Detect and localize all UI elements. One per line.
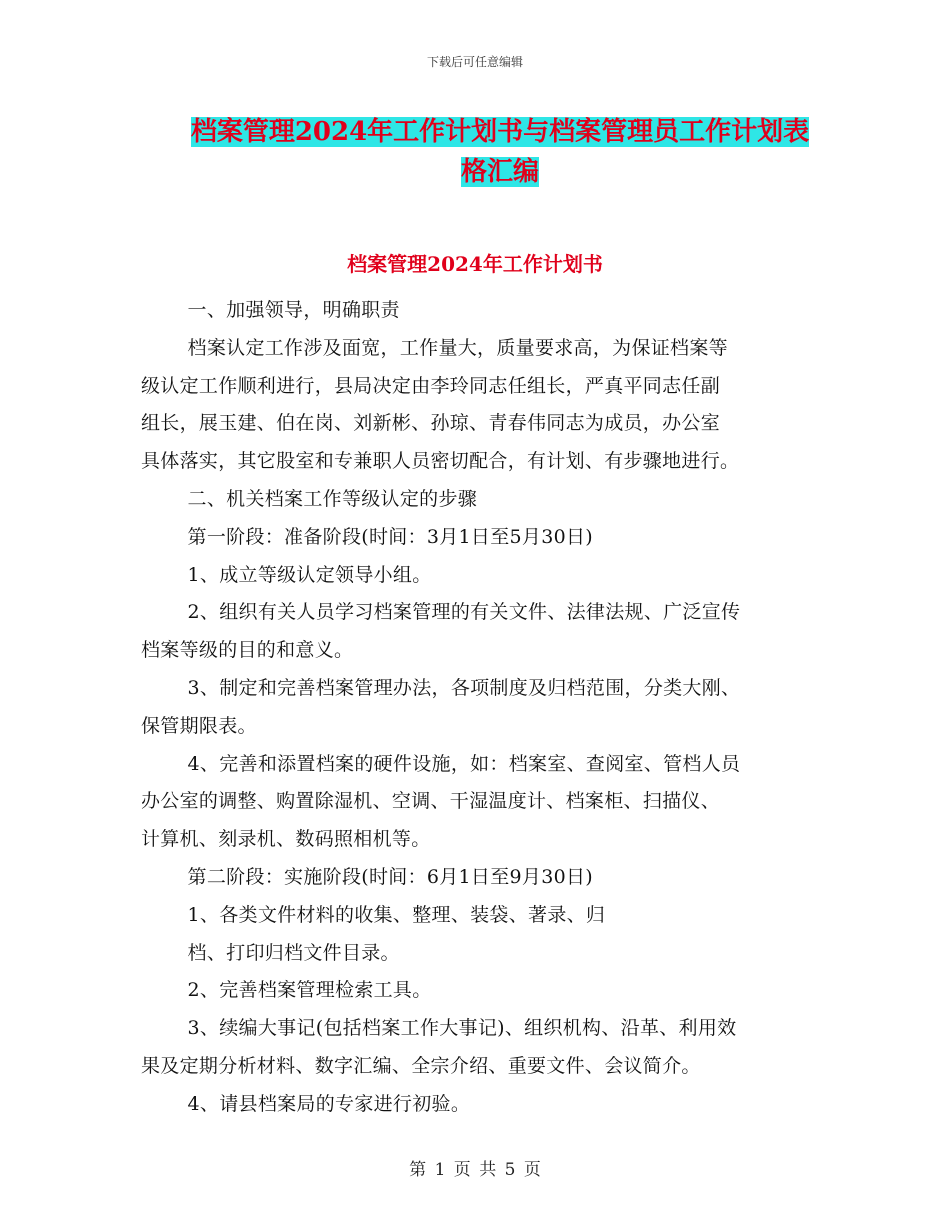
title-line-2: 格汇编 xyxy=(460,157,539,187)
paragraph-line: 档、打印归档文件目录。 xyxy=(187,941,400,964)
title-line-1: 档案管理2024年工作计划书与档案管理员工作计划表 xyxy=(190,117,810,147)
heading-1: 一、加强领导，明确职责 xyxy=(187,299,400,321)
list-item: 4、请县档案局的专家进行初验。 xyxy=(187,1092,471,1115)
document-title xyxy=(150,112,850,192)
heading-2: 二、机关档案工作等级认定的步骤 xyxy=(187,487,478,510)
list-item: 3、制定和完善档案管理办法，各项制度及归档范围，分类大刚、 xyxy=(187,676,741,699)
paragraph-line: 档案认定工作涉及面宽，工作量大，质量要求高，为保证档案等 xyxy=(187,336,728,359)
paragraph-line: 级认定工作顺利进行，县局决定由李玲同志任组长，严真平同志任副 xyxy=(141,374,721,397)
paragraph-line: 档案等级的目的和意义。 xyxy=(141,639,354,662)
section-title: 档案管理2024年工作计划书 xyxy=(347,252,603,276)
phase-2-heading: 第二阶段：实施阶段(时间：6月1日至9月30日) xyxy=(187,865,594,888)
paragraph-line: 保管期限表。 xyxy=(141,714,257,737)
paragraph-line: 具体落实，其它股室和专兼职人员密切配合，有计划、有步骤地进行。 xyxy=(141,450,740,473)
phase-1-heading: 第一阶段：准备阶段(时间：3月1日至5月30日) xyxy=(187,525,594,548)
list-item: 2、组织有关人员学习档案管理的有关文件、法律法规、广泛宣传 xyxy=(187,601,741,624)
paragraph-line: 组长，展玉建、伯在岗、刘新彬、孙琼、青春伟同志为成员，办公室 xyxy=(141,412,721,435)
document-body xyxy=(141,292,811,1124)
list-item: 3、续编大事记(包括档案工作大事记)、组织机构、沿革、利用效 xyxy=(187,1017,737,1040)
paragraph-line: 果及定期分析材料、数字汇编、全宗介绍、重要文件、会议简介。 xyxy=(141,1054,701,1077)
header-note: 下载后可任意编辑 xyxy=(426,55,523,69)
list-item: 4、完善和添置档案的硬件设施，如：档案室、查阅室、管档人员 xyxy=(187,752,741,775)
list-item: 1、成立等级认定领导小组。 xyxy=(187,563,432,586)
paragraph-line: 计算机、刻录机、数码照相机等。 xyxy=(141,828,431,851)
list-item: 1、各类文件材料的收集、整理、装袋、著录、归 xyxy=(187,903,606,926)
list-item: 2、完善档案管理检索工具。 xyxy=(187,979,432,1002)
page-number: 第 1 页 共 5 页 xyxy=(409,1160,541,1180)
paragraph-line: 办公室的调整、购置除湿机、空调、干湿温度计、档案柜、扫描仪、 xyxy=(141,790,721,813)
